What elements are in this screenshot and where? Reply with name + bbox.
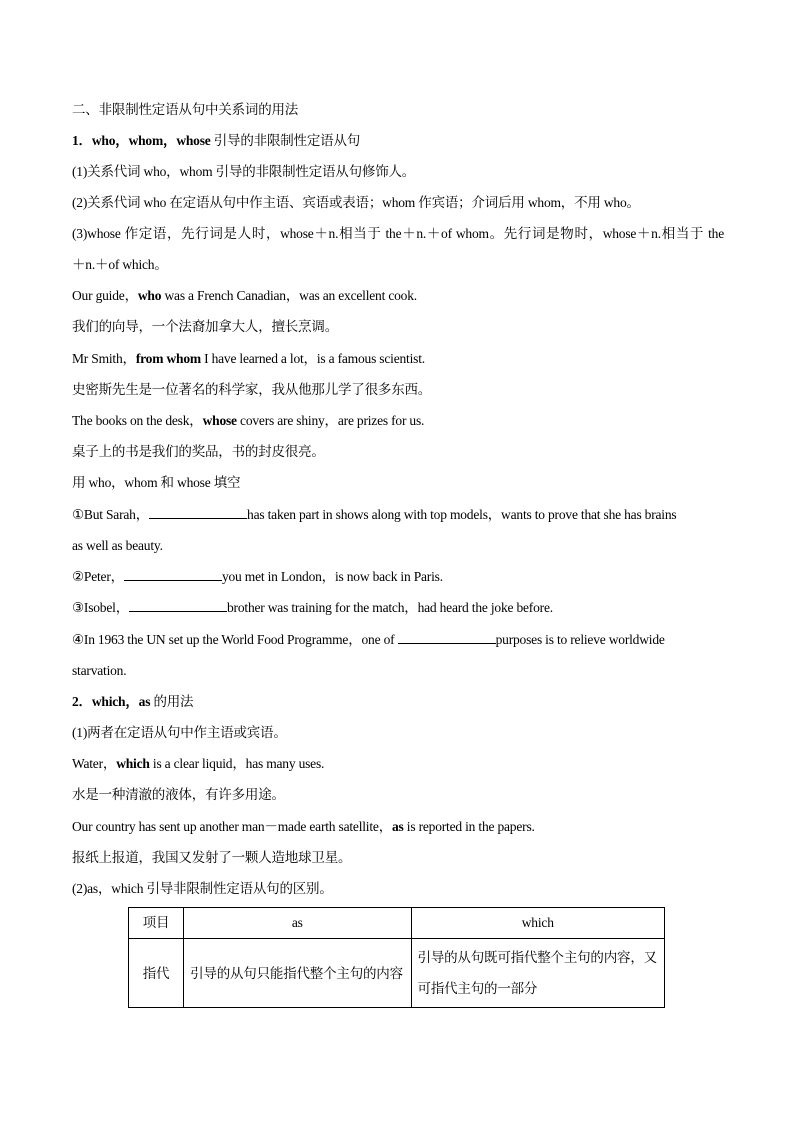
table-cell-which: 引导的从句既可指代整个主句的内容，又可指代主句的一部分	[411, 939, 664, 1008]
answer-blank-1[interactable]	[149, 505, 247, 519]
table-header-which: which	[411, 908, 664, 939]
question-4	[72, 630, 665, 650]
heading-2-rest: 的用法	[150, 694, 194, 709]
example-4-pre: Water，	[72, 756, 117, 771]
example-1-key: who	[137, 288, 162, 303]
section-title: 二、非限制性定语从句中关系词的用法	[72, 102, 299, 117]
rule-2: (2)关系代词 who 在定语从句中作主语、宾语或表语；whom 作宾语；介词后用 whom，不用 who。	[72, 195, 640, 210]
example-1	[72, 286, 417, 306]
example-4-translation: 水是一种清澈的液体，有许多用途。	[72, 787, 285, 802]
rule-4: (1)两者在定语从句中作主语或宾语。	[72, 725, 287, 740]
table-row-label: 指代	[129, 939, 184, 1008]
heading-1	[72, 131, 360, 151]
question-2-post: you met in London，is now back in Paris.	[221, 569, 443, 584]
question-4-pre: ④In 1963 the UN set up the World Food Programme，one of	[72, 632, 398, 647]
question-1-pre: ①But Sarah，	[72, 507, 150, 522]
rule-3-line1: (3)whose 作定语，先行词是人时，whose＋n.相当于 the＋n.＋of whom。先行词是物时，whose＋n.相当于 the	[72, 226, 724, 241]
example-2	[72, 349, 425, 369]
example-2-pre: Mr Smith，	[72, 351, 136, 366]
question-3	[72, 598, 553, 618]
example-5	[72, 817, 535, 837]
example-2-key: from whom	[135, 351, 201, 366]
question-3-post: brother was training for the match，had heard the joke before.	[227, 600, 553, 615]
example-3-translation: 桌子上的书是我们的奖品，书的封皮很亮。	[72, 444, 325, 459]
heading-2-bold: which，as	[91, 694, 151, 709]
example-1-pre: Our guide，	[72, 288, 138, 303]
question-3-pre: ③Isobel，	[72, 600, 129, 615]
rule-3-line2: ＋n.＋of which。	[72, 257, 168, 272]
example-3-post: covers are shiny，are prizes for us.	[236, 413, 425, 428]
heading-1-num: 1．	[72, 133, 92, 148]
example-2-post: I have learned a lot，is a famous scientist.	[200, 351, 425, 366]
question-2	[72, 567, 443, 587]
answer-blank-3[interactable]	[129, 598, 227, 612]
question-4-post: purposes is to relieve worldwide	[495, 632, 665, 647]
table-row	[129, 939, 665, 1008]
example-4-post: is a clear liquid，has many uses.	[149, 756, 325, 771]
question-1	[72, 505, 676, 525]
example-5-key: as	[392, 819, 404, 834]
table-header-as: as	[184, 908, 411, 939]
example-1-translation: 我们的向导，一个法裔加拿大人，擅长烹调。	[72, 319, 338, 334]
heading-1-rest: 引导的非限制性定语从句	[210, 133, 361, 148]
rule-1: (1)关系代词 who，whom 引导的非限制性定语从句修饰人。	[72, 164, 416, 179]
heading-2-num: 2．	[72, 694, 92, 709]
question-4-line2: starvation.	[72, 663, 127, 678]
answer-blank-2[interactable]	[124, 567, 222, 581]
table-header-item: 项目	[129, 908, 184, 939]
comparison-table	[128, 907, 665, 1008]
example-4	[72, 754, 324, 774]
heading-1-bold: who，whom，whose	[91, 133, 211, 148]
heading-2	[72, 692, 193, 712]
example-5-pre: Our country has sent up another man－made earth satellite，	[72, 819, 392, 834]
exercise-title: 用 who，whom 和 whose 填空	[72, 475, 241, 490]
answer-blank-4[interactable]	[398, 630, 496, 644]
question-2-pre: ②Peter，	[72, 569, 124, 584]
example-3-key: whose	[202, 413, 237, 428]
table-cell-as: 引导的从句只能指代整个主句的内容	[184, 939, 411, 1008]
rule-5: (2)as，which 引导非限制性定语从句的区别。	[72, 881, 333, 896]
question-1-post: has taken part in shows along with top models，wants to prove that she has brains	[247, 507, 677, 522]
table-header-row	[129, 908, 665, 939]
example-3-pre: The books on the desk，	[72, 413, 203, 428]
example-1-post: was a French Canadian，was an excellent cook.	[161, 288, 417, 303]
example-3	[72, 411, 424, 431]
question-1-line2: as well as beauty.	[72, 538, 163, 553]
example-5-translation: 报纸上报道，我国又发射了一颗人造地球卫星。	[72, 850, 352, 865]
example-2-translation: 史密斯先生是一位著名的科学家，我从他那儿学了很多东西。	[72, 382, 432, 397]
example-4-key: which	[116, 756, 150, 771]
example-5-post: is reported in the papers.	[403, 819, 535, 834]
